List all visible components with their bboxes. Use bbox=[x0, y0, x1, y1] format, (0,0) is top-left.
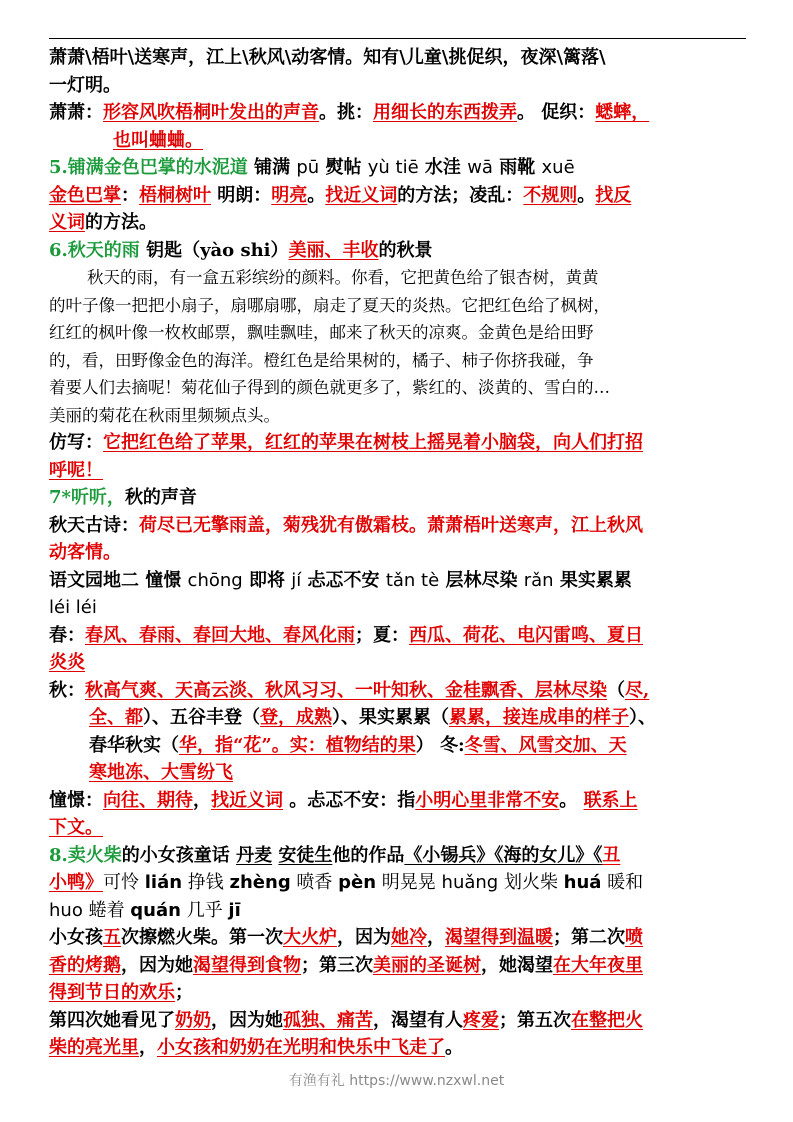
vocab-line bbox=[49, 99, 749, 127]
label: 的方法。 bbox=[85, 212, 157, 233]
answer: 春风、春雨、春回大地、春风化雨 bbox=[85, 624, 355, 646]
pinyin: huo bbox=[49, 899, 83, 921]
answer: 孤独、痛苦 bbox=[283, 1009, 373, 1031]
answer: 寒地冻、大雪纷飞 bbox=[89, 762, 233, 783]
lesson-7-heading bbox=[49, 484, 749, 512]
word: 挣钱 bbox=[182, 872, 230, 893]
pinyin: xuē bbox=[541, 157, 575, 178]
poem-line bbox=[49, 44, 749, 72]
label: 第四次她看见了 bbox=[49, 1009, 175, 1031]
label: 的小女孩童话 bbox=[121, 844, 237, 866]
story-line bbox=[49, 924, 749, 952]
answer: 得到节日的欢乐 bbox=[49, 982, 175, 1003]
document-body bbox=[49, 44, 749, 1062]
word: 蜷着 bbox=[82, 899, 131, 921]
vocab-line bbox=[49, 787, 749, 815]
pinyin: tǎn tè bbox=[385, 569, 440, 591]
answer: 不规则 bbox=[523, 184, 578, 206]
label: 春： bbox=[49, 624, 85, 646]
imitation-line bbox=[49, 429, 749, 457]
label: 秋： bbox=[49, 679, 85, 701]
word: 果实累累 bbox=[553, 569, 632, 591]
pinyin: zhèng bbox=[229, 872, 291, 893]
answer: 呼呢！ bbox=[49, 459, 103, 481]
answer: 下文。 bbox=[49, 817, 103, 838]
label: 仿写： bbox=[49, 432, 103, 453]
answer: 喷 bbox=[625, 927, 643, 948]
answer: 小女孩和奶奶在光明和快乐中飞走了 bbox=[157, 1037, 445, 1058]
label: ；第二次 bbox=[553, 927, 625, 948]
lesson-8-heading bbox=[49, 842, 749, 870]
story-line bbox=[49, 979, 749, 1007]
word: 层林尽染 bbox=[439, 569, 524, 591]
header-rule bbox=[49, 38, 746, 39]
label: 秋天古诗： bbox=[49, 514, 139, 536]
label: 。 bbox=[559, 789, 584, 811]
answer: 在整把火 bbox=[571, 1009, 643, 1031]
label: 。 促织： bbox=[517, 102, 596, 123]
lesson-title: 5.铺满金色巴掌的水泥道 bbox=[49, 157, 248, 178]
word: 明晃晃 bbox=[376, 872, 442, 893]
answer: 累累，接连成串的样子 bbox=[449, 707, 629, 728]
label: （ bbox=[607, 679, 625, 701]
answer: 大火炉 bbox=[283, 927, 337, 948]
word: 熨帖 bbox=[319, 157, 368, 178]
label: ： bbox=[121, 184, 139, 206]
label: ，因为她 bbox=[211, 1009, 283, 1031]
garden-2-line bbox=[49, 594, 749, 622]
answer: 《小锡兵》《海的女儿》《 bbox=[404, 844, 603, 866]
pinyin: chōng bbox=[187, 569, 243, 591]
answer: 梧桐树叶 bbox=[139, 184, 211, 206]
label: 语文园地二 憧憬 bbox=[49, 569, 188, 591]
answer: 联系上 bbox=[583, 789, 638, 811]
autumn-poem-line bbox=[49, 539, 749, 567]
poem-line bbox=[49, 72, 749, 100]
answer: 荷尽已无擎雨盖，菊残犹有傲霜枝。萧萧梧叶送寒声，江上秋风 bbox=[139, 514, 643, 536]
answer: 渴望得到温暖 bbox=[445, 927, 553, 948]
answer: 登，成熟 bbox=[260, 707, 332, 728]
lesson-title: 6.秋天的雨 bbox=[49, 239, 140, 261]
answer: 全、都 bbox=[89, 707, 143, 728]
label: 的方法；凌乱： bbox=[397, 184, 524, 206]
word: 水洼 bbox=[418, 157, 468, 178]
passage-line: 美丽的菊花在秋雨里频频点头。 bbox=[49, 405, 280, 425]
word: 钥匙（yào shi） bbox=[139, 239, 289, 261]
label: ，她渴望 bbox=[481, 954, 553, 976]
passage-line: 的叶子像一把把小扇子，扇哪扇哪，扇走了夏天的炎热。它把红色给了枫树， bbox=[49, 295, 610, 315]
answer: 她冷 bbox=[391, 927, 427, 948]
pinyin: quán bbox=[130, 899, 181, 921]
label: 秋的声音 bbox=[124, 487, 197, 508]
answer: 美丽的圣诞树 bbox=[373, 954, 481, 976]
label: 他的作品 bbox=[332, 844, 405, 866]
label: ；夏： bbox=[355, 624, 409, 646]
answer: 香的烤鹅 bbox=[49, 954, 121, 976]
answer: 形容风吹梧桐叶发出的声音 bbox=[103, 102, 319, 123]
word: 暖和 bbox=[601, 872, 644, 893]
label: ）、 bbox=[629, 707, 656, 728]
word: 铺满 bbox=[247, 157, 297, 178]
answer: 金色巴掌 bbox=[49, 184, 121, 206]
story-line bbox=[49, 1034, 749, 1062]
label: ；第五次 bbox=[499, 1009, 571, 1031]
imitation-line bbox=[49, 457, 749, 485]
passage-line: 着要人们去摘呢！菊花仙子得到的颜色就更多了，紫红的、淡黄的、雪白的… bbox=[49, 378, 610, 397]
answer: 华，指“花”。实：植物结的果 bbox=[179, 734, 416, 756]
label: 的秋景 bbox=[378, 239, 433, 261]
pinyin: rǎn bbox=[523, 569, 554, 591]
label: 。忐忑不安：指 bbox=[283, 789, 416, 811]
passage-line: 秋天的雨，有一盒五彩缤纷的颜料。你看，它把黄色给了银杏树，黄黄 bbox=[87, 268, 599, 287]
pinyin-line bbox=[49, 869, 749, 897]
pinyin: jī bbox=[228, 899, 241, 921]
autumn-poem-line bbox=[49, 512, 749, 540]
vocab-line bbox=[49, 814, 749, 842]
label: 春华秋实（ bbox=[89, 734, 179, 756]
answer: 尽, bbox=[625, 679, 650, 701]
pinyin: lián bbox=[144, 872, 183, 893]
passage-line: 红红的枫叶像一枚枚邮票，飘哇飘哇，邮来了秋天的凉爽。金黄色是给田野 bbox=[49, 323, 594, 342]
season-line bbox=[49, 649, 749, 677]
pinyin: huǎng bbox=[441, 872, 499, 893]
label: 。 bbox=[577, 184, 596, 206]
answer: 疼爱 bbox=[463, 1009, 499, 1031]
label: ）、果实累累（ bbox=[332, 707, 449, 728]
answer: 炎炎 bbox=[49, 652, 85, 673]
vocab-line bbox=[49, 182, 749, 210]
label: ， bbox=[139, 1037, 157, 1058]
label: 小女孩 bbox=[49, 927, 103, 948]
answer: 向往、期待 bbox=[103, 789, 193, 811]
answer: 用细长的东西拨弄 bbox=[373, 102, 517, 123]
season-line bbox=[49, 704, 749, 732]
season-line bbox=[49, 622, 749, 650]
answer: 丹麦 bbox=[236, 844, 273, 866]
lesson-title: 7*听听， bbox=[49, 487, 125, 508]
label: ，渴望有人 bbox=[373, 1009, 463, 1031]
answer: 美丽、丰收 bbox=[288, 239, 379, 261]
word: 忐忑不安 bbox=[301, 569, 386, 591]
answer: 找反 bbox=[595, 184, 632, 206]
word: 划火柴 bbox=[498, 872, 564, 893]
answer: 冬雪、风雪交加、天 bbox=[464, 734, 627, 756]
pinyin: yù tiē bbox=[367, 157, 419, 178]
label: ； bbox=[175, 982, 193, 1003]
answer: 奶奶 bbox=[175, 1009, 211, 1031]
label: ，因为她 bbox=[121, 954, 193, 976]
label: 次擦燃火柴。第一次 bbox=[121, 927, 283, 948]
vocab-line bbox=[49, 209, 749, 237]
story-line bbox=[49, 952, 749, 980]
answer: 柴的亮光里 bbox=[49, 1037, 139, 1058]
passage-line: 的，看，田野像金色的海洋。橙红色是给果树的，橘子、柿子你挤我碰，争 bbox=[49, 350, 594, 370]
pinyin: pū bbox=[296, 157, 320, 178]
answer: 蟋蟀， bbox=[595, 102, 650, 123]
answer: 丑 bbox=[602, 844, 621, 866]
answer: 它把红色给了苹果，红红的苹果在树枝上摇晃着小脑袋，向人们打招 bbox=[103, 432, 643, 453]
word: 即将 bbox=[242, 569, 292, 591]
vocab-line bbox=[49, 127, 749, 155]
season-line bbox=[49, 677, 749, 705]
answer: 义词 bbox=[49, 212, 85, 233]
answer: 找近义词 bbox=[325, 184, 398, 206]
pinyin: wā bbox=[467, 157, 493, 178]
label: ） 冬: bbox=[415, 734, 465, 756]
answer: 动客情。 bbox=[49, 542, 121, 563]
lesson-title: 8.卖火柴 bbox=[49, 844, 122, 866]
answer: 也叫蛐蛐。 bbox=[113, 129, 203, 151]
answer: 找近义词 bbox=[211, 789, 283, 811]
pinyin: jí bbox=[291, 569, 302, 591]
answer: 明亮 bbox=[271, 184, 308, 206]
pinyin: léi léi bbox=[49, 597, 97, 618]
label: 。 bbox=[445, 1037, 463, 1058]
footer-watermark: 有渔有礼 https://www.nzxwl.net bbox=[288, 1073, 505, 1089]
word: 几乎 bbox=[180, 899, 229, 921]
label: ， bbox=[193, 789, 211, 811]
poem-text: 一灯明。 bbox=[49, 74, 121, 96]
pinyin-line bbox=[49, 897, 749, 925]
answer: 渴望得到食物 bbox=[193, 954, 301, 976]
label: ；第三次 bbox=[301, 954, 373, 976]
label: ，因为 bbox=[337, 927, 391, 948]
word: 雨靴 bbox=[492, 157, 542, 178]
season-line bbox=[49, 759, 749, 787]
garden-2-line bbox=[49, 567, 749, 595]
lesson-6-heading bbox=[49, 237, 749, 265]
label: ）、五谷丰登（ bbox=[143, 707, 260, 728]
lesson-5-heading bbox=[49, 154, 749, 182]
word: 可怜 bbox=[103, 872, 145, 893]
answer: 小鸭》 bbox=[49, 872, 103, 893]
pinyin: pèn bbox=[338, 872, 377, 893]
answer: 在大年夜里 bbox=[553, 954, 643, 976]
answer: 秋高气爽、天高云淡、秋风习习、一叶知秋、金桂飘香、层林尽染 bbox=[85, 679, 607, 701]
story-line bbox=[49, 1007, 749, 1035]
word: 喷香 bbox=[290, 872, 339, 893]
label: 。 bbox=[307, 184, 326, 206]
answer: 西瓜、荷花、电闪雷鸣、夏日 bbox=[409, 624, 643, 646]
season-line bbox=[49, 732, 749, 760]
label: 萧萧： bbox=[49, 102, 103, 123]
label: ， bbox=[427, 927, 445, 948]
answer: 五 bbox=[103, 927, 121, 948]
answer: 安徒生 bbox=[278, 844, 333, 866]
answer: 小明心里非常不安 bbox=[415, 789, 560, 811]
label: 明朗： bbox=[211, 184, 272, 206]
pinyin: huá bbox=[563, 872, 602, 893]
label: 。挑： bbox=[319, 102, 373, 123]
poem-text: 萧萧\梧叶\送寒声，江上\秋风\动客情。知有\儿童\挑促织，夜深\篱落\ bbox=[49, 47, 606, 68]
label: 憧憬： bbox=[49, 789, 103, 811]
